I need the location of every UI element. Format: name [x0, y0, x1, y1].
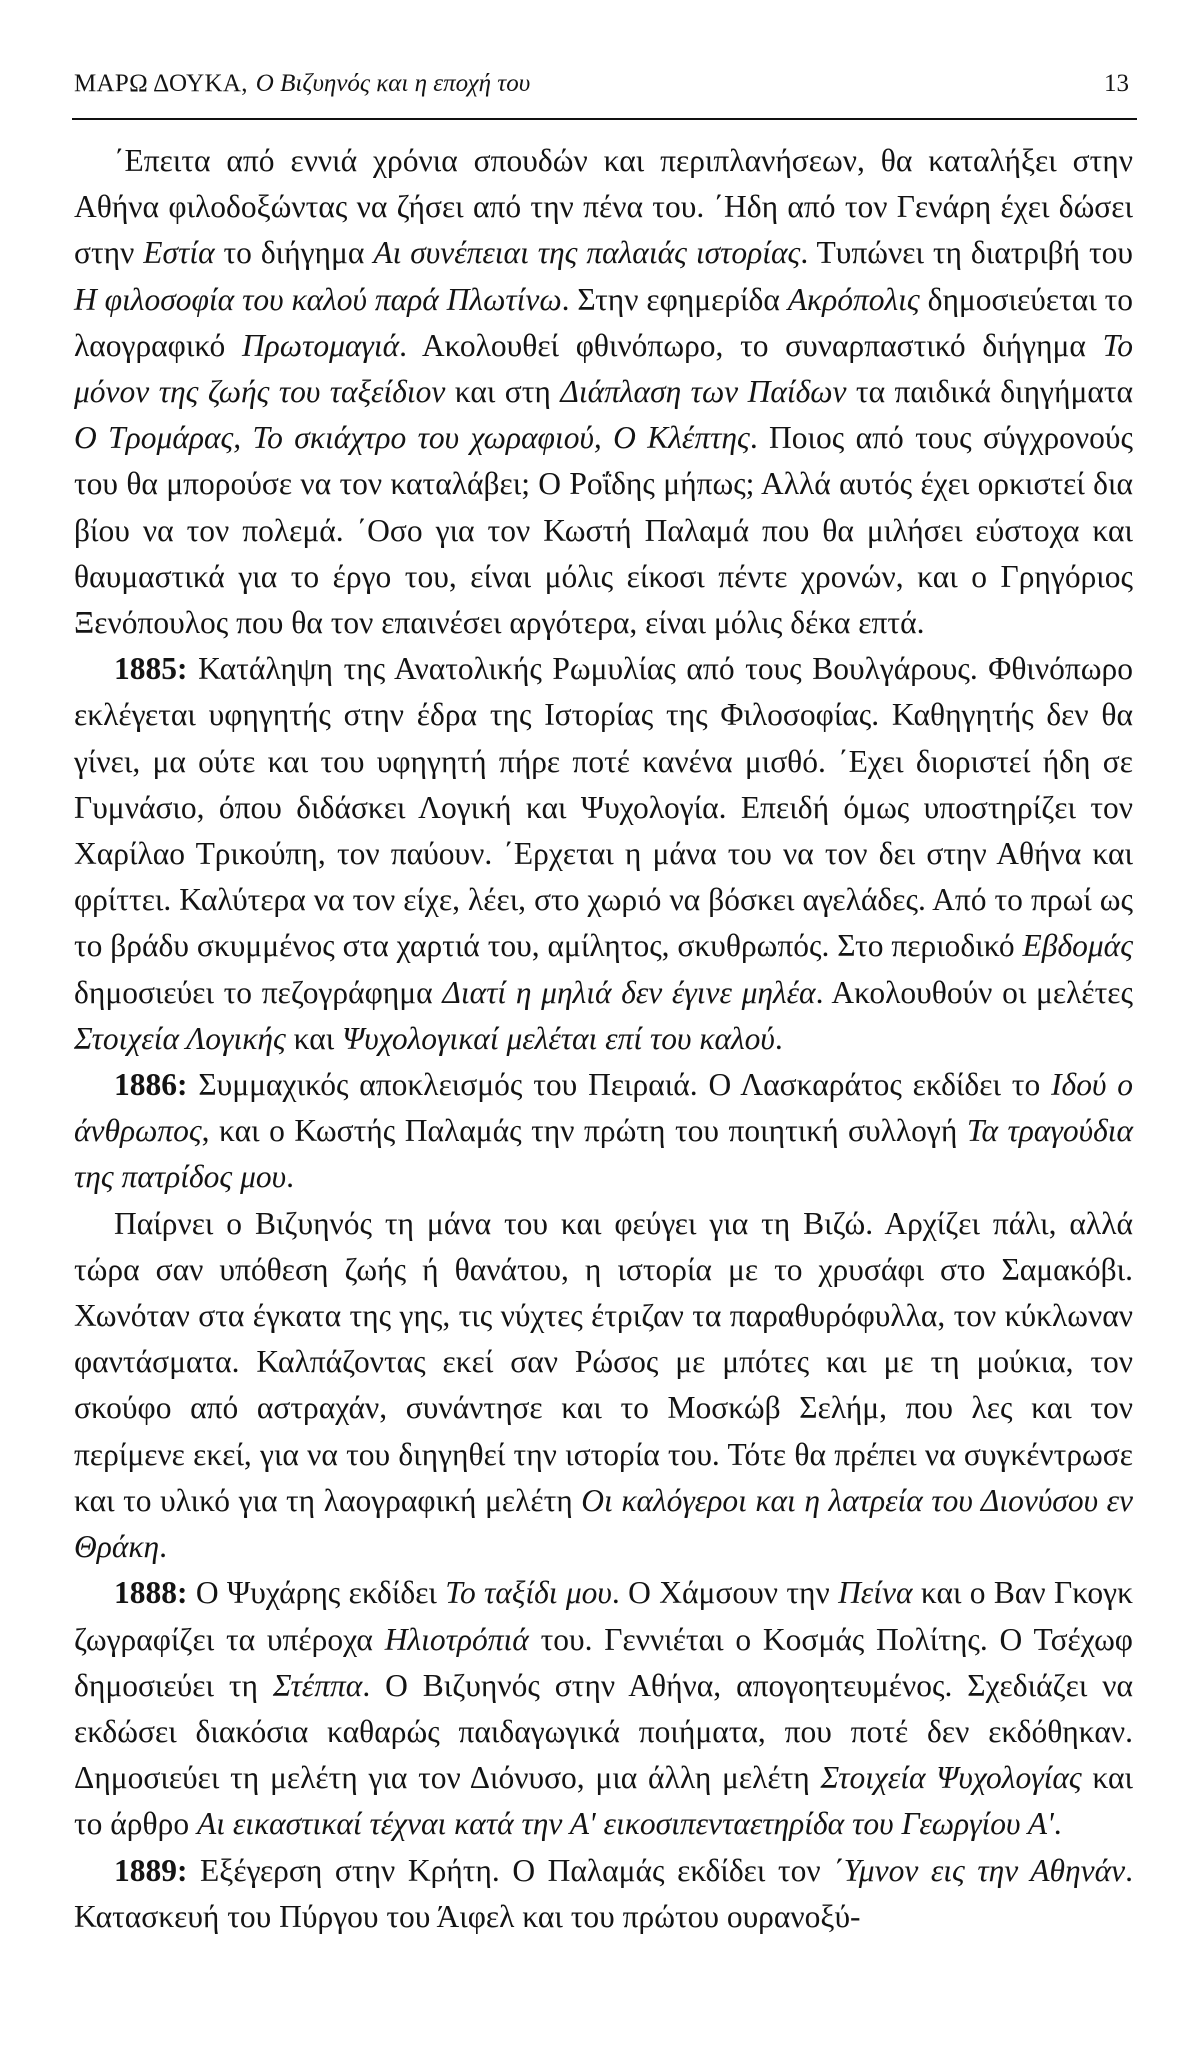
text-run: Παίρνει ο Βιζυηνός τη μάνα του και φεύγει για τη Βιζώ. Αρχίζει πάλι, αλλά τώρα σαν υπόθεση ζωής ή θανάτου, η ιστορία με το χρυσάφι στο Σαμακόβι. Χωνόταν στα έγκατα της γης, τις νύχτες έτριζαν τα παραθυρόφυλλα, τον κύκλωναν φαντάσματα. Καλπάζοντας εκεί σαν Ρώσος με μπότες και με τη μούκια, τον σκούφο από αστραχάν, συνάντησε και το Μοσκώβ Σελήμ, που λες και τον περίμενε εκεί, για να του διηγηθεί την ιστορία του. Τότε θα πρέπει να συγκέντρωσε και το υλικό για τη λαογραφική μελέτη [74, 1205, 1133, 1518]
paragraph [74, 646, 1133, 1062]
text-run: . Κατασκευή του Πύργου του Άιφελ και του πρώτου ουρανοξύ- [74, 1852, 1133, 1934]
running-header [74, 70, 1129, 110]
text-run: Εξέγερση στην Κρήτη. Ο Παλαμάς εκδίδει τον [187, 1852, 834, 1888]
italic-title-text: Η φιλοσοφία του καλού παρά Πλωτίνω [74, 281, 562, 317]
italic-title-text: Ακρόπολις [787, 281, 920, 317]
text-run: . Στην εφημερίδα [561, 281, 788, 317]
text-run: . [159, 1529, 168, 1565]
text-run: δημοσιεύει το πεζογράφημα [74, 974, 443, 1010]
text-run: δημοσιεύεται το λαογραφικό [74, 281, 1133, 363]
text-run: και το άρθρο [74, 1760, 1134, 1842]
header-rule [72, 118, 1137, 120]
italic-title-text: Στέππα [272, 1667, 363, 1703]
italic-title-text: Πρωτομαγιά [241, 327, 400, 363]
italic-title-text: Εβδομάς [1022, 928, 1133, 964]
italic-title-text: ΄Υμνον εις την Αθηνάν [833, 1852, 1126, 1888]
italic-title-text: Το ταξίδι μου [445, 1575, 612, 1611]
paragraph [74, 1201, 1133, 1571]
italic-title-text: Στοιχεία Λογικής [74, 1020, 286, 1056]
italic-title-text: Πείνα [838, 1575, 913, 1611]
text-run: . Τυπώνει τη διατριβή του [800, 235, 1133, 271]
year-label: 1888: [114, 1575, 188, 1611]
italic-title-text: Ψυχολογικαί μελέται επί του καλού [342, 1020, 775, 1056]
text-run: Συμμαχικός αποκλεισμός του Πειραιά. Ο Λασκαράτος εκδίδει το [187, 1067, 1052, 1103]
italic-title-text: Ηλιοτρόπιά [384, 1621, 529, 1657]
text-run: . Ποιος από τους σύγχρονούς του θα μπορούσε να τον καταλάβει; Ο Ροΐδης μήπως; Αλλά αυτός έχει ορκιστεί δια βίου να τον πολεμά. ΄Οσο για τον Κωστή Παλαμά που θα μιλήσει εύστοχα και θαυμαστικά για το έργο του, είναι μόλις είκοσι πέντε χρονών, και ο Γρηγόριος Ξενόπουλος που θα τον επαινέσει αργότερα, είναι μόλις δέκα επτά. [74, 420, 1133, 641]
page-number: 13 [1104, 70, 1129, 97]
italic-title-text: Ιδού ο άνθρωπος [74, 1067, 1134, 1149]
header-author: ΜΑΡΩ ΔΟΥΚΑ, [74, 70, 248, 97]
text-run: Κατάληψη της Ανατολικής Ρωμυλίας από τους Βουλγάρους. Φθινόπωρο εκλέγεται υφηγητής στην έδρα της Ιστορίας της Φιλοσοφίας. Καθηγητής δεν θα γίνει, μα ούτε και του υφηγητή πήρε ποτέ κανένα μισθό. ΄Εχει διοριστεί ήδη σε Γυμνάσιο, όπου διδάσκει Λογική και Ψυχολογία. Επειδή όμως υποστηρίζει τον Χαρίλαο Τρικούπη, τον παύουν. ΄Ερχεται η μάνα του να τον δει στην Αθήνα και φρίττει. Καλύτερα να τον είχε, λέει, στο χωριό να βόσκει αγελάδες. Από το πρωί ως το βράδυ σκυμμένος στα χαρτιά του, αμίλητος, σκυθρωπός. Στο περιοδικό [74, 651, 1133, 964]
text-run: , και ο Κωστής Παλαμάς την πρώτη του ποιητική συλλογή [201, 1113, 967, 1149]
text-run: . [286, 1159, 294, 1195]
text-run: και ο Βαν Γκογκ ζωγραφίζει τα υπέροχα [74, 1575, 1133, 1657]
body-text [74, 138, 1133, 1940]
italic-title-text: Διατί η μηλιά δεν έγινε μηλέα [442, 974, 816, 1010]
text-run: . Ακολουθούν οι μελέτες [815, 974, 1133, 1010]
italic-title-text: Διάπλαση των Παίδων [560, 374, 847, 410]
text-run: . [774, 1020, 783, 1056]
text-run: . Ο Βιζυηνός στην Αθήνα, απογοητευμένος. Σχεδιάζει να εκδώσει διακόσια καθαρώς παιδαγωγικά ποιήματα, που ποτέ δεν εκδόθηκαν. Δημοσιεύει τη μελέτη για τον Διόνυσο, μια άλλη μελέτη [74, 1667, 1133, 1796]
year-label: 1886: [114, 1067, 188, 1103]
italic-title-text: Εστία [143, 235, 215, 271]
text-run: ΄Επειτα από εννιά χρόνια σπουδών και περιπλανήσεων, θα καταλήξει στην Αθήνα φιλοδοξώντας να ζήσει από την πένα του. ΄Ηδη από τον Γενάρη έχει δώσει στην [74, 143, 1133, 271]
italic-title-text: Τα τραγούδια της πατρίδος μου [74, 1113, 1133, 1195]
paragraph [74, 1062, 1133, 1201]
text-run: το διήγημα [214, 235, 374, 271]
italic-title-text: Ο Τρομάρας, Το σκιάχτρο του χωραφιού, Ο Κλέπτης [74, 420, 750, 456]
paragraph [74, 138, 1133, 646]
text-run: . Ακολουθεί φθινόπωρο, το συναρπαστικό διήγημα [399, 327, 1103, 363]
italic-title-text: Το μόνον της ζωής του ταξείδιον [74, 327, 1133, 410]
text-run: τα παιδικά διηγήματα [846, 374, 1133, 410]
italic-title-text: Αι συνέπειαι της παλαιάς ιστορίας [373, 235, 801, 271]
text-run: και [285, 1020, 343, 1056]
year-label: 1885: [114, 651, 188, 687]
text-run: του. Γεννιέται ο Κοσμάς Πολίτης. Ο Τσέχωφ δημοσιεύει τη [74, 1621, 1133, 1703]
paragraph [74, 1570, 1133, 1847]
text-run: . Ο Χάμσουν την [611, 1575, 839, 1611]
italic-title-text: Αι εικαστικαί τέχναι κατά την Α' εικοσιπενταετηρίδα του Γεωργίου Α' [196, 1806, 1054, 1842]
text-run: . [1053, 1806, 1062, 1842]
text-run: και στη [445, 374, 561, 410]
paragraph [74, 1848, 1133, 1940]
header-book-title: Ο Βιζυηνός και η εποχή του [255, 70, 531, 97]
italic-title-text: Στοιχεία Ψυχολογίας [820, 1760, 1082, 1796]
year-label: 1889: [114, 1852, 188, 1888]
italic-title-text: Οι καλόγεροι και η λατρεία του Διονύσου εν Θράκη [74, 1482, 1133, 1565]
text-run: Ο Ψυχάρης εκδίδει [187, 1575, 446, 1611]
